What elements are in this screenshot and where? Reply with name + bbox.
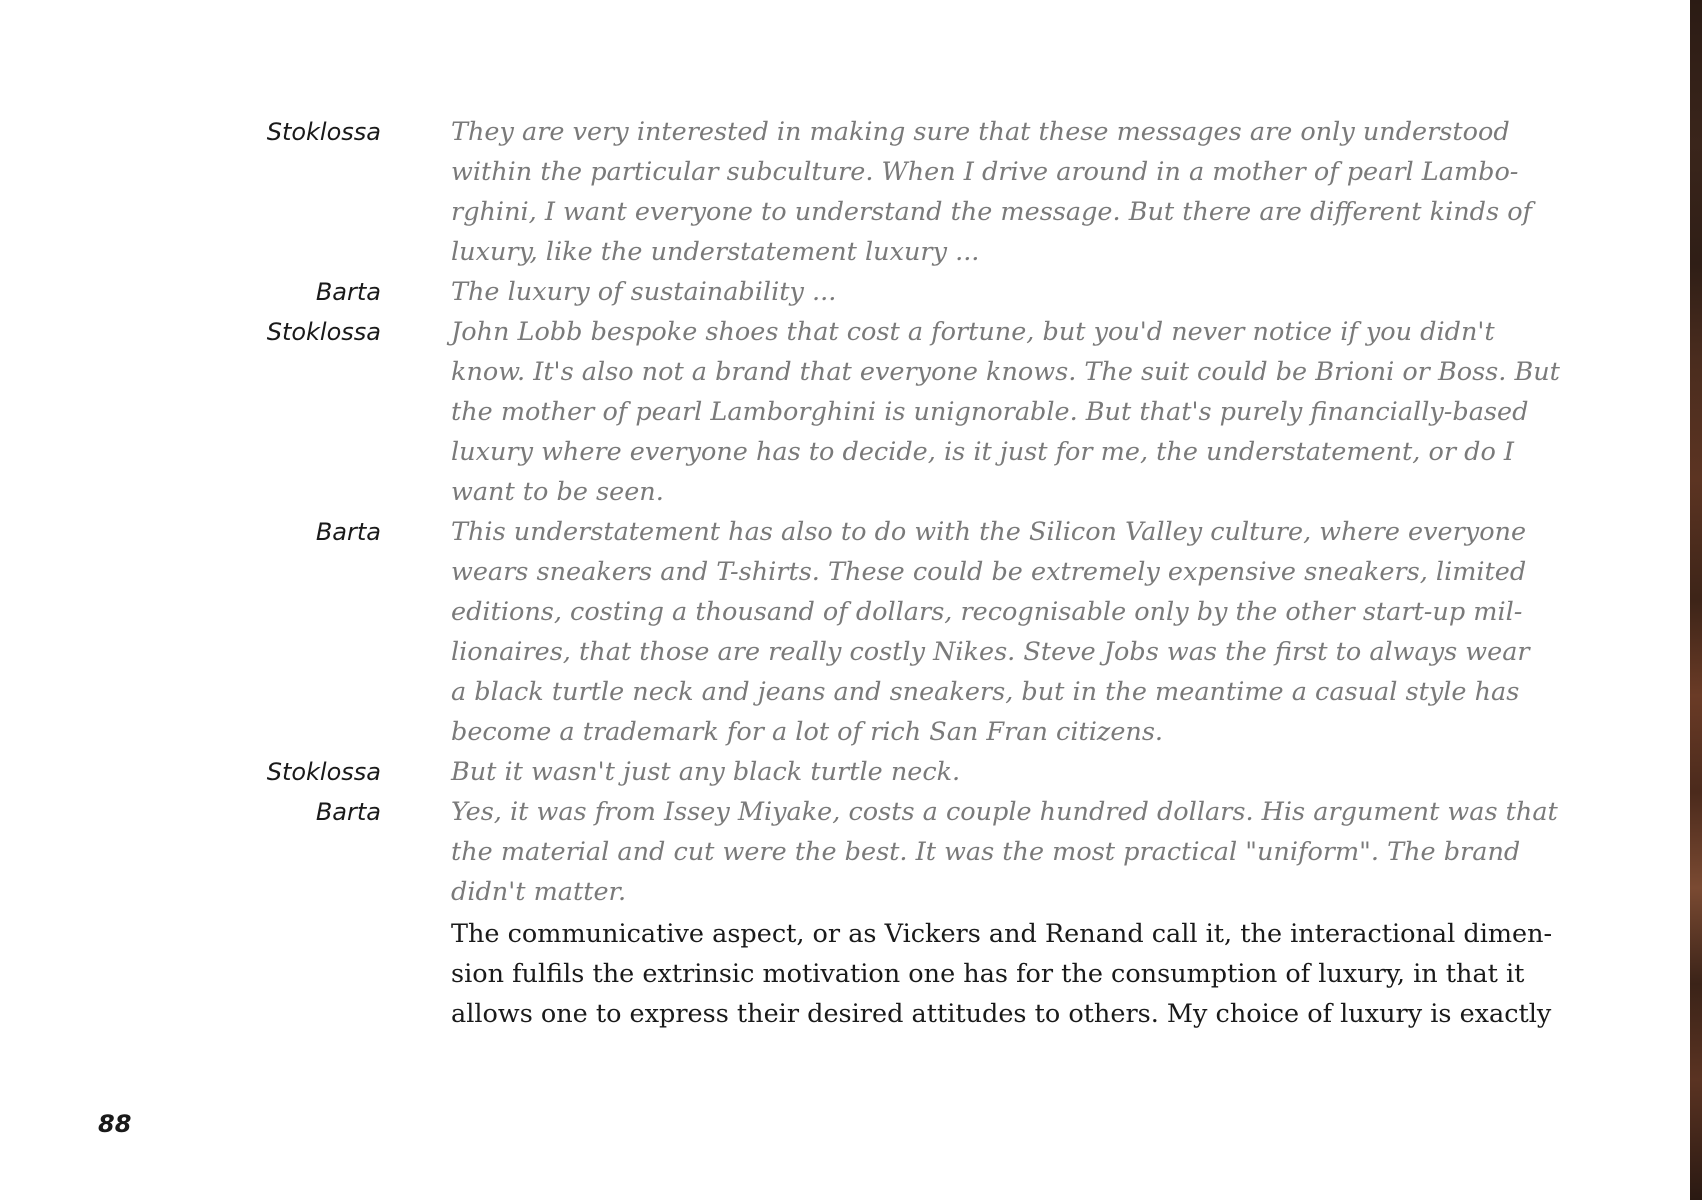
speech-text: This understatement has also to do with the Silicon Valley culture, where everyone wears sneakers and T-shirts. These could be extremely expensive sneakers, limited editions, costing a thousand of dollars, recognisable only by the other start-up mil- lionaires, that those are really costly Nikes. Steve Jobs was the first to always wear a black turtle neck and jeans and sneakers, but in the meantime a casual style has become a trademark for a lot of rich San Fran citizens. <box>451 517 1530 747</box>
speech-text: But it wasn't just any black turtle neck. <box>451 757 961 787</box>
dialogue-turn <box>0 752 1690 792</box>
speaker-name: Stoklossa <box>266 118 381 146</box>
dialogue-turn <box>0 792 1690 912</box>
speaker-name: Barta <box>315 798 381 826</box>
adjacent-page-photo-edge <box>1690 0 1702 1200</box>
dialogue-turn <box>0 112 1690 272</box>
speech-text: They are very interested in making sure that these messages are only understood within the particular subculture. When I drive around in a mother of pearl Lambo- rghini, I want everyone to understand the message. But there are different kinds of luxury, like the understatement luxury ... <box>451 117 1532 267</box>
dialogue-turn <box>0 312 1690 512</box>
body-paragraph: The communicative aspect, or as Vickers and Renand call it, the interactional dimen- sion fulfils the extrinsic motivation one has for the consumption of luxury, in that it allows one to express their desired attitudes to others. My choice of luxury is exactly <box>451 919 1553 1029</box>
dialogue-turn <box>0 272 1690 312</box>
speech-text: Yes, it was from Issey Miyake, costs a couple hundred dollars. His argument was that the material and cut were the best. It was the most practical "uniform". The brand didn't matter. <box>451 797 1558 907</box>
speaker-name: Stoklossa <box>266 758 381 786</box>
speaker-name: Barta <box>315 278 381 306</box>
speech-text: John Lobb bespoke shoes that cost a fortune, but you'd never notice if you didn't know. It's also not a brand that everyone knows. The suit could be Brioni or Boss. But the mother of pearl Lamborghini is unignorable. But that's purely financially-based luxury where everyone has to decide, is it just for me, the understatement, or do I want to be seen. <box>451 317 1560 507</box>
speaker-name: Barta <box>315 518 381 546</box>
interview-dialogue <box>0 112 1690 912</box>
speech-text: The luxury of sustainability ... <box>451 277 837 307</box>
dialogue-turn <box>0 512 1690 752</box>
page-number: 88 <box>98 1110 132 1138</box>
speaker-name: Stoklossa <box>266 318 381 346</box>
